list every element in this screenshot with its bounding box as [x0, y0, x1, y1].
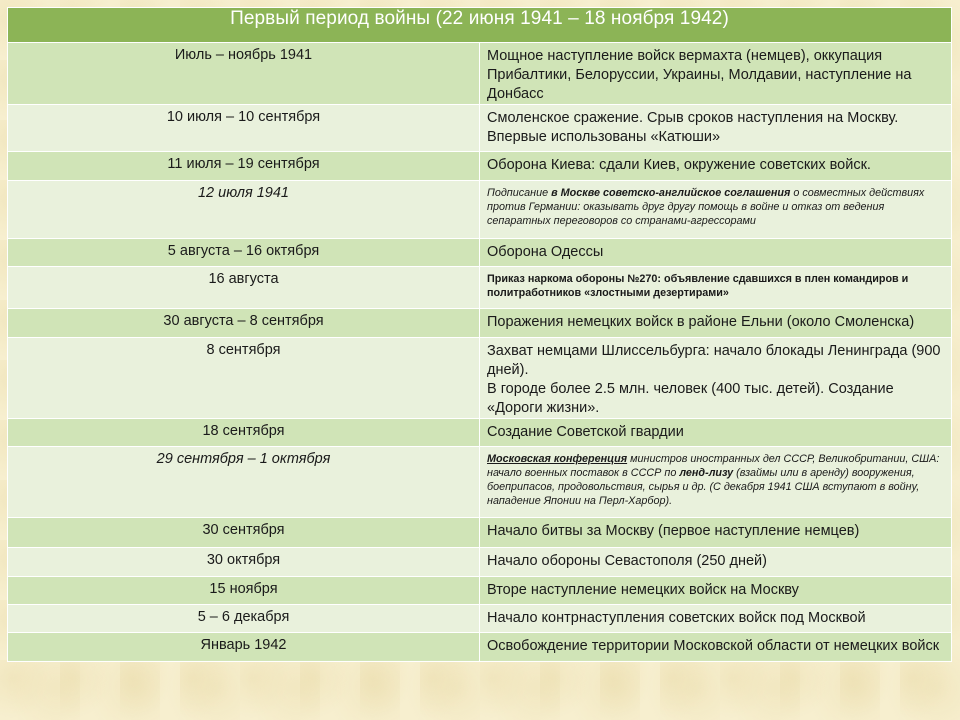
table-row	[8, 181, 952, 239]
row-date: 15 ноября	[8, 577, 480, 605]
table-row	[8, 577, 952, 605]
event-line: В городе более 2.5 млн. человек (400 тыс. детей). Создание «Дороги жизни».	[487, 381, 894, 416]
event-text-bold: в Москве советско-английское соглашения	[551, 187, 791, 199]
slide	[7, 7, 952, 662]
row-event: Оборона Одессы	[480, 239, 952, 267]
event-text: о совместных действиях против Германии: оказывать друг другу помощь в войне и отказ от ведения сепаратных переговоров со странами-агрессорами	[487, 187, 925, 227]
table-row	[8, 447, 952, 518]
row-date: 11 июля – 19 сентября	[8, 152, 480, 181]
table-row	[8, 267, 952, 309]
row-event: Мощное наступление войск вермахта (немцев), оккупация Прибалтики, Белоруссии, Украины, Молдавии, наступление на Донбасс	[480, 43, 952, 105]
row-event	[480, 181, 952, 239]
row-event: Вторе наступление немецких войск на Москву	[480, 577, 952, 605]
table-row	[8, 338, 952, 419]
table-row	[8, 548, 952, 577]
event-text-bold: ленд-лизу	[679, 467, 734, 479]
event-text: министров иностранных дел СССР, Великобритании, США: начало военных поставок в СССР по	[487, 453, 940, 479]
row-date: 18 сентября	[8, 419, 480, 447]
row-date: 30 августа – 8 сентября	[8, 309, 480, 338]
event-text: Подписание	[487, 187, 552, 199]
table-row	[8, 419, 952, 447]
row-event: Оборона Киева: сдали Киев, окружение советских войск.	[480, 152, 952, 181]
row-date: 5 – 6 декабря	[8, 605, 480, 633]
row-event: Приказ наркома обороны №270: объявление сдавшихся в плен командиров и политработников «злостными дезертирами»	[480, 267, 952, 309]
row-date: 29 сентября – 1 октября	[8, 447, 480, 518]
row-date: 10 июля – 10 сентября	[8, 105, 480, 152]
row-event: Начало битвы за Москву (первое наступление немцев)	[480, 518, 952, 548]
row-event: Освобождение территории Московской области от немецких войск	[480, 633, 952, 662]
row-event: Начало обороны Севастополя (250 дней)	[480, 548, 952, 577]
table-row	[8, 239, 952, 267]
table-row	[8, 309, 952, 338]
row-date: 30 сентября	[8, 518, 480, 548]
row-event: Поражения немецких войск в районе Ельни (около Смоленска)	[480, 309, 952, 338]
row-date: 8 сентября	[8, 338, 480, 419]
row-date: Июль – ноябрь 1941	[8, 43, 480, 105]
row-event: Начало контрнаступления советских войск под Москвой	[480, 605, 952, 633]
row-date: Январь 1942	[8, 633, 480, 662]
timeline-table	[7, 7, 952, 662]
table-row	[8, 105, 952, 152]
event-text: (взаймы или в аренду) вооружения, боеприпасов, продовольствия, сырья и др. (С декабря 1941 США вступают в войну, нападение Японии на Перл-Харбор).	[487, 467, 920, 507]
row-event: Смоленское сражение. Срыв сроков наступления на Москву. Впервые использованы «Катюши»	[480, 105, 952, 152]
table-title: Первый период войны (22 июня 1941 – 18 ноября 1942)	[8, 8, 952, 43]
row-date: 5 августа – 16 октября	[8, 239, 480, 267]
table-row	[8, 518, 952, 548]
table-row	[8, 633, 952, 662]
row-event	[480, 338, 952, 419]
event-line: Захват немцами Шлиссельбурга: начало блокады Ленинграда (900 дней).	[487, 343, 941, 378]
row-date: 12 июля 1941	[8, 181, 480, 239]
row-date: 30 октября	[8, 548, 480, 577]
table-row	[8, 43, 952, 105]
table-row	[8, 152, 952, 181]
row-event	[480, 447, 952, 518]
row-event: Создание Советской гвардии	[480, 419, 952, 447]
row-date: 16 августа	[8, 267, 480, 309]
table-row	[8, 605, 952, 633]
event-text-bold: Московская конференция	[487, 453, 628, 465]
